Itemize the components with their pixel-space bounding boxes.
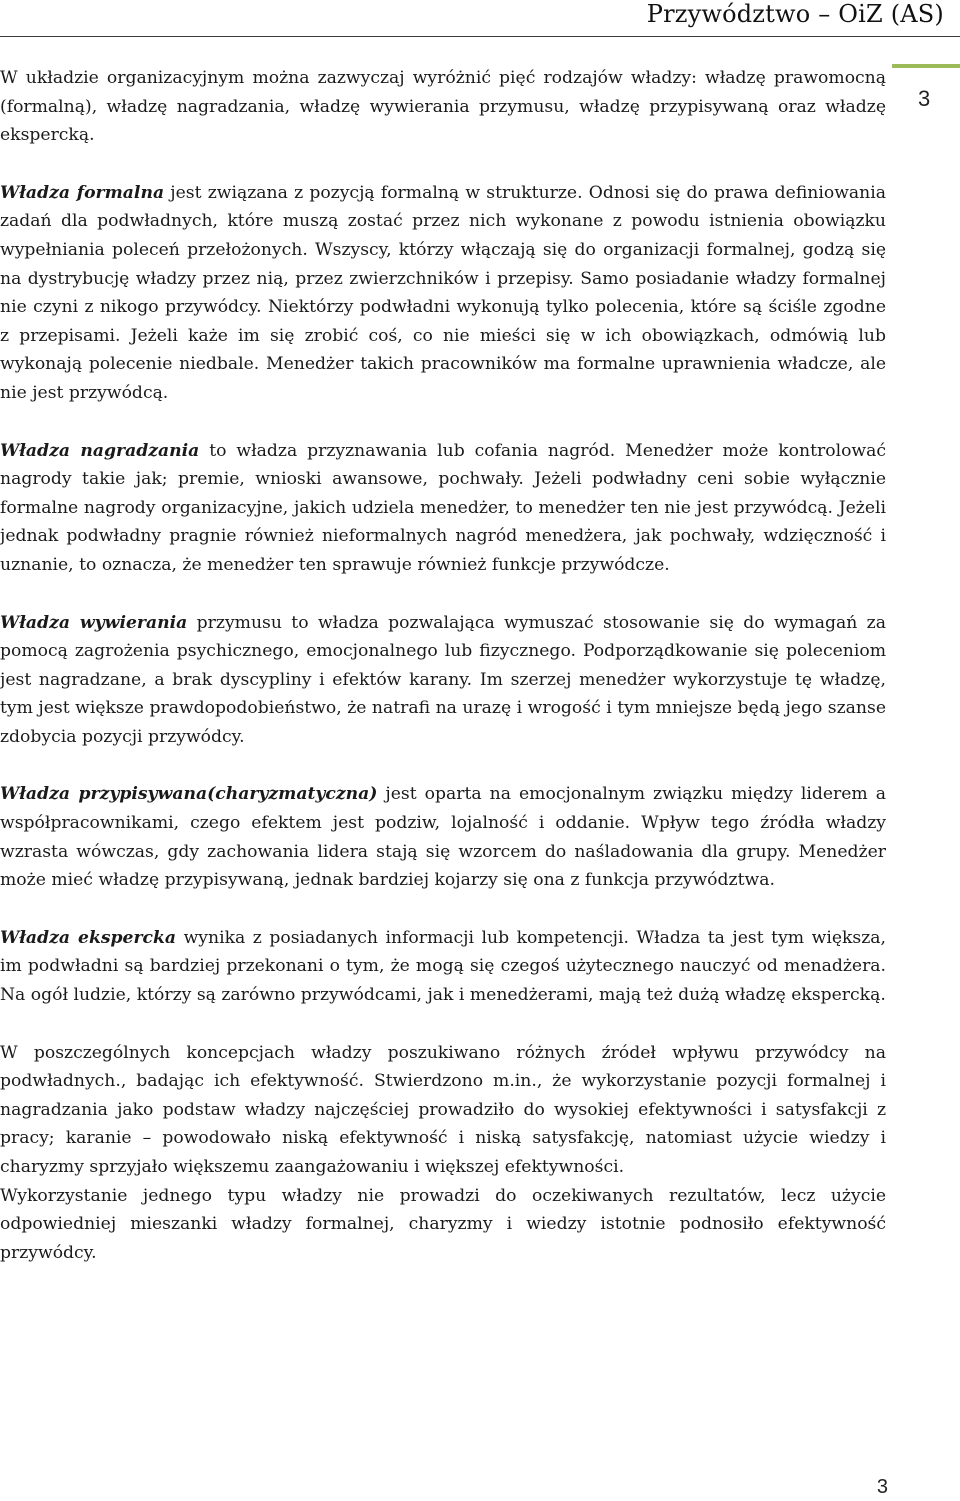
paragraph-conclusion: Wykorzystanie jednego typu władzy nie prowadzi do oczekiwanych rezultatów, lecz użycie odpowiedniej mieszanki władzy formalnej, charyzmy i wiedzy istotnie podnosiło efektywność przywódcy. (0, 1185, 886, 1263)
paragraph-research-findings: W poszczególnych koncepcjach władzy poszukiwano różnych źródeł wpływu przywódcy na podwładnych., badając ich efektywność. Stwierdzono m.in., że wykorzystanie pozycji formalnej i nagradzania jako podstaw władzy najczęściej prowadziło do wysokiej efektywności i satysfakcji z pracy; karanie – powodowało niską efektywność i niską satysfakcję, natomiast użycie wiedzy i charyzmy sprzyjało większemu zaangażowaniu i większej efektywności. (0, 1042, 886, 1177)
term-coercive-power: Władza wywierania (0, 612, 188, 633)
paragraph-charismatic-power (0, 780, 886, 894)
paragraph-expert-power (0, 924, 886, 1010)
header-rule (0, 36, 960, 37)
term-expert-power: Władza ekspercka (0, 927, 177, 948)
paragraph-reward-power (0, 437, 886, 580)
running-header-title: Przywództwo – OiZ (AS) (646, 0, 944, 28)
paragraph-coercive-power (0, 609, 886, 752)
paragraph-formal-power (0, 179, 886, 408)
page-number: 3 (876, 1476, 888, 1498)
paragraph-intro: W układzie organizacyjnym można zazwyczaj wyróżnić pięć rodzajów władzy: władzę prawomocną (formalną), władzę nagradzania, władzę wywierania przymusu, władzę przypisywaną oraz władzę ekspercką. (0, 68, 886, 146)
paragraph-coercive-power-text: przymusu to władza pozwalająca wymuszać stosowanie się do wymagań za pomocą zagrożenia psychicznego, emocjonalnego lub fizycznego. Podporządkowanie się poleceniom jest nagradzane, a brak dyscypliny i efektów karany. Im szerzej menedżer wykorzystuje tę władzę, tym jest większe prawdopodobieństwo, że natrafi na urazę i wrogość i tym mniejsze będą jego szanse zdobycia pozycji przywódcy. (0, 612, 886, 747)
paragraph-formal-power-text: jest związana z pozycją formalną w strukturze. Odnosi się do prawa definiowania zadań dla podwładnych, które muszą zostać przez nich wykonane z powodu istnienia obowiązku wypełniania poleceń przełożonych. Wszyscy, którzy włączają się do organizacji formalnej, godzą się na dystrybucję władzy przez nią, przez zwierzchników i przepisy. Samo posiadanie władzy formalnej nie czyni z nikogo przywódcy. Niektórzy podwładni wykonują tylko polecenia, które są ściśle zgodne z przepisami. Jeżeli każe im się zrobić coś, co nie mieści się w ich obowiązkach, odmówią lub wykonają polecenie niedbale. Menedżer takich pracowników ma formalne uprawnienia władcze, ale nie jest przywódcą. (0, 182, 886, 403)
chapter-marker (892, 64, 960, 124)
term-formal-power: Władza formalna (0, 182, 165, 203)
term-reward-power: Władza nagradzania (0, 440, 200, 461)
chapter-accent-bar (892, 64, 960, 68)
paragraph-expert-power-text: wynika z posiadanych informacji lub kompetencji. Władza ta jest tym większa, im podwładni są bardziej przekonani o tym, że mogą się czegoś użytecznego nauczyć od menadżera. Na ogół ludzie, którzy są zarówno przywódcami, jak i menedżerami, mają też dużą władzę ekspercką. (0, 927, 887, 1006)
document-body (0, 64, 886, 1267)
paragraph-charismatic-power-text: jest oparta na emocjonalnym związku między liderem a współpracownikami, czego efektem jest podziw, lojalność i oddanie. Wpływ tego źródła władzy wzrasta wówczas, gdy zachowania lidera stają się wzorcem do naśladowania dla grupy. Menedżer może mieć władzę przypisywaną, jednak bardziej kojarzy się ona z funkcja przywództwa. (0, 784, 886, 891)
term-charismatic-power: Władza przypisywana(charyzmatyczna) (0, 784, 378, 805)
paragraph-reward-power-text: to władza przyznawania lub cofania nagród. Menedżer może kontrolować nagrody takie jak; premie, wnioski awansowe, pochwały. Jeżeli podwładny ceni sobie wyłącznie formalne nagrody organizacyjne, jakich udziela menedżer, to menedżer ten nie jest przywódcą. Jeżeli jednak podwładny pragnie również nieformalnych nagród menedżera, jak pochwały, wdzięczność i uznanie, to oznacza, że menedżer ten sprawuje również funkcje przywódcze. (0, 440, 886, 575)
chapter-number: 3 (918, 86, 931, 111)
